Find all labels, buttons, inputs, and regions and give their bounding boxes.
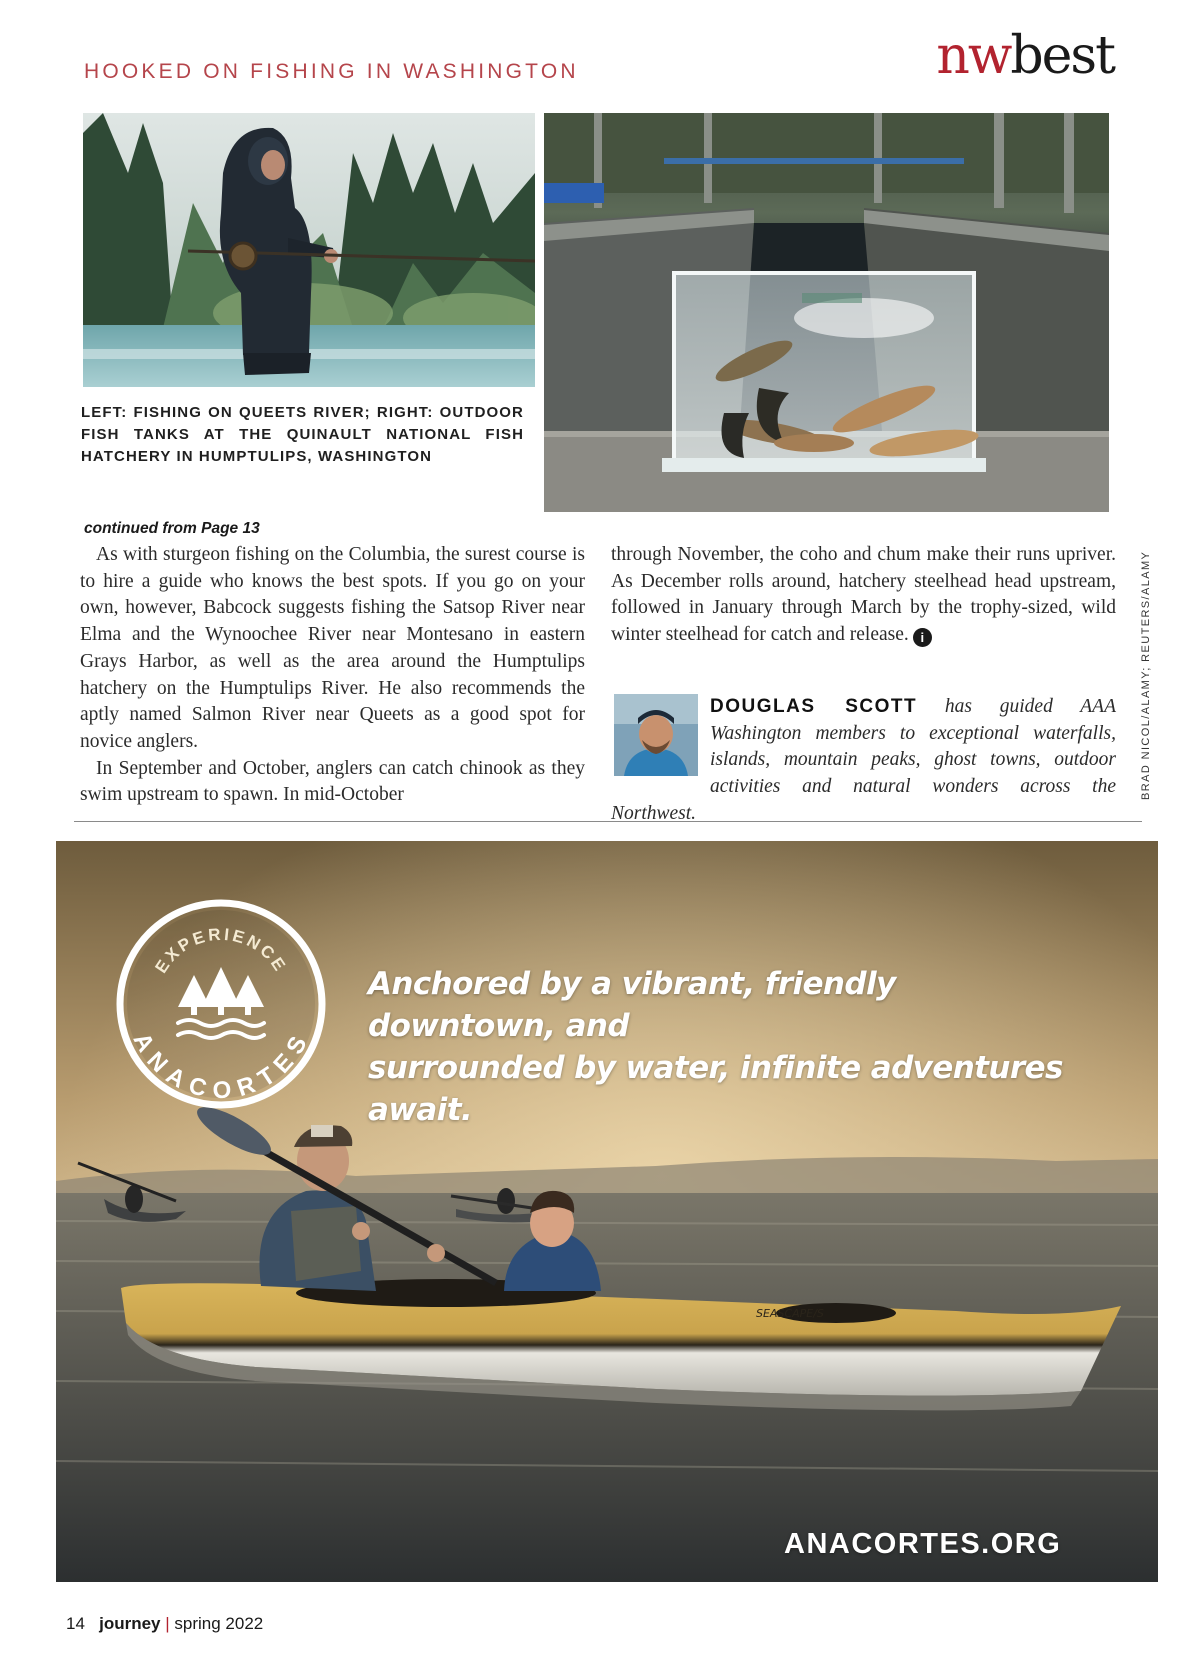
- ad-website-link[interactable]: ANACORTES.ORG: [784, 1528, 1062, 1560]
- ad-tagline-line: Anchored by a vibrant, friendly downtown, and: [368, 966, 896, 1044]
- article-paragraph-continued: [611, 542, 1116, 649]
- logo-nw: nw: [936, 26, 1011, 86]
- issue-date: spring 2022: [174, 1614, 264, 1633]
- ad-tagline: [368, 963, 1068, 1131]
- nwbest-logo: [936, 26, 1114, 86]
- author-headshot: [614, 694, 698, 776]
- photo-caption: LEFT: FISHING ON QUEETS RIVER; RIGHT: OUTDOOR FISH TANKS AT THE QUINAULT NATIONAL FISH HATCHERY IN HUMPTULIPS, WASHINGTON: [81, 404, 524, 465]
- article-paragraph: In September and October, anglers can catch chinook as they swim upstream to spawn. In mid-October: [80, 757, 585, 806]
- footer-separator: |: [165, 1614, 170, 1633]
- badge-bottom-text: ANACORTES: [127, 1028, 315, 1105]
- author-name: DOUGLAS SCOTT: [710, 696, 918, 717]
- logo-best: best: [1010, 26, 1114, 86]
- author-bio-description: has guided AAA Washington members to exceptional waterfalls, islands, mountain peaks, ghost towns, outdoor activities and natural wonders across the Northwest.: [611, 696, 1116, 824]
- end-of-story-icon: i: [913, 628, 932, 647]
- author-bio: [611, 694, 1116, 828]
- photo-credit: BRAD NICOL/ALAMY; REUTERS/ALAMY: [1140, 550, 1152, 800]
- article-column-right: [611, 542, 1116, 649]
- photo-hatchery-fish-tank: [544, 113, 1109, 512]
- page-number: 14: [66, 1614, 85, 1633]
- ad-tagline-line: surrounded by water, infinite adventures await.: [368, 1050, 1063, 1128]
- badge-top-text: EXPERIENCE: [151, 924, 291, 977]
- section-title: HOOKED ON FISHING IN WASHINGTON: [84, 60, 579, 83]
- divider-rule: [74, 821, 1142, 822]
- anacortes-advertisement: [56, 841, 1158, 1582]
- photo-queets-river-angler: [83, 113, 535, 387]
- kayak-brand-label: SEASCAPE/S: [756, 1307, 824, 1320]
- article-paragraph: As with sturgeon fishing on the Columbia, the surest course is to hire a guide who knows the best spots. If you go on your own, however, Babcock suggests fishing the Satsop River near Elma and the Wynoochee River near Montesano in eastern Grays Harbor, as well as the area around the Humptulips hatchery on the Humptulips River. He also recommends the aptly named Salmon River near Queets as a good spot for novice anglers.: [80, 544, 585, 752]
- article-column-left: [80, 542, 585, 809]
- experience-anacortes-badge: [112, 895, 330, 1113]
- continued-from-label: continued from Page 13: [84, 520, 260, 537]
- magazine-name: journey: [99, 1614, 161, 1633]
- page-footer: [66, 1614, 263, 1634]
- article-paragraph-text: through November, the coho and chum make their runs upriver. As December rolls around, hatchery steelhead head upstream, followed in January through March by the trophy-sized, wild winter steelhead for catch and release.: [611, 544, 1116, 646]
